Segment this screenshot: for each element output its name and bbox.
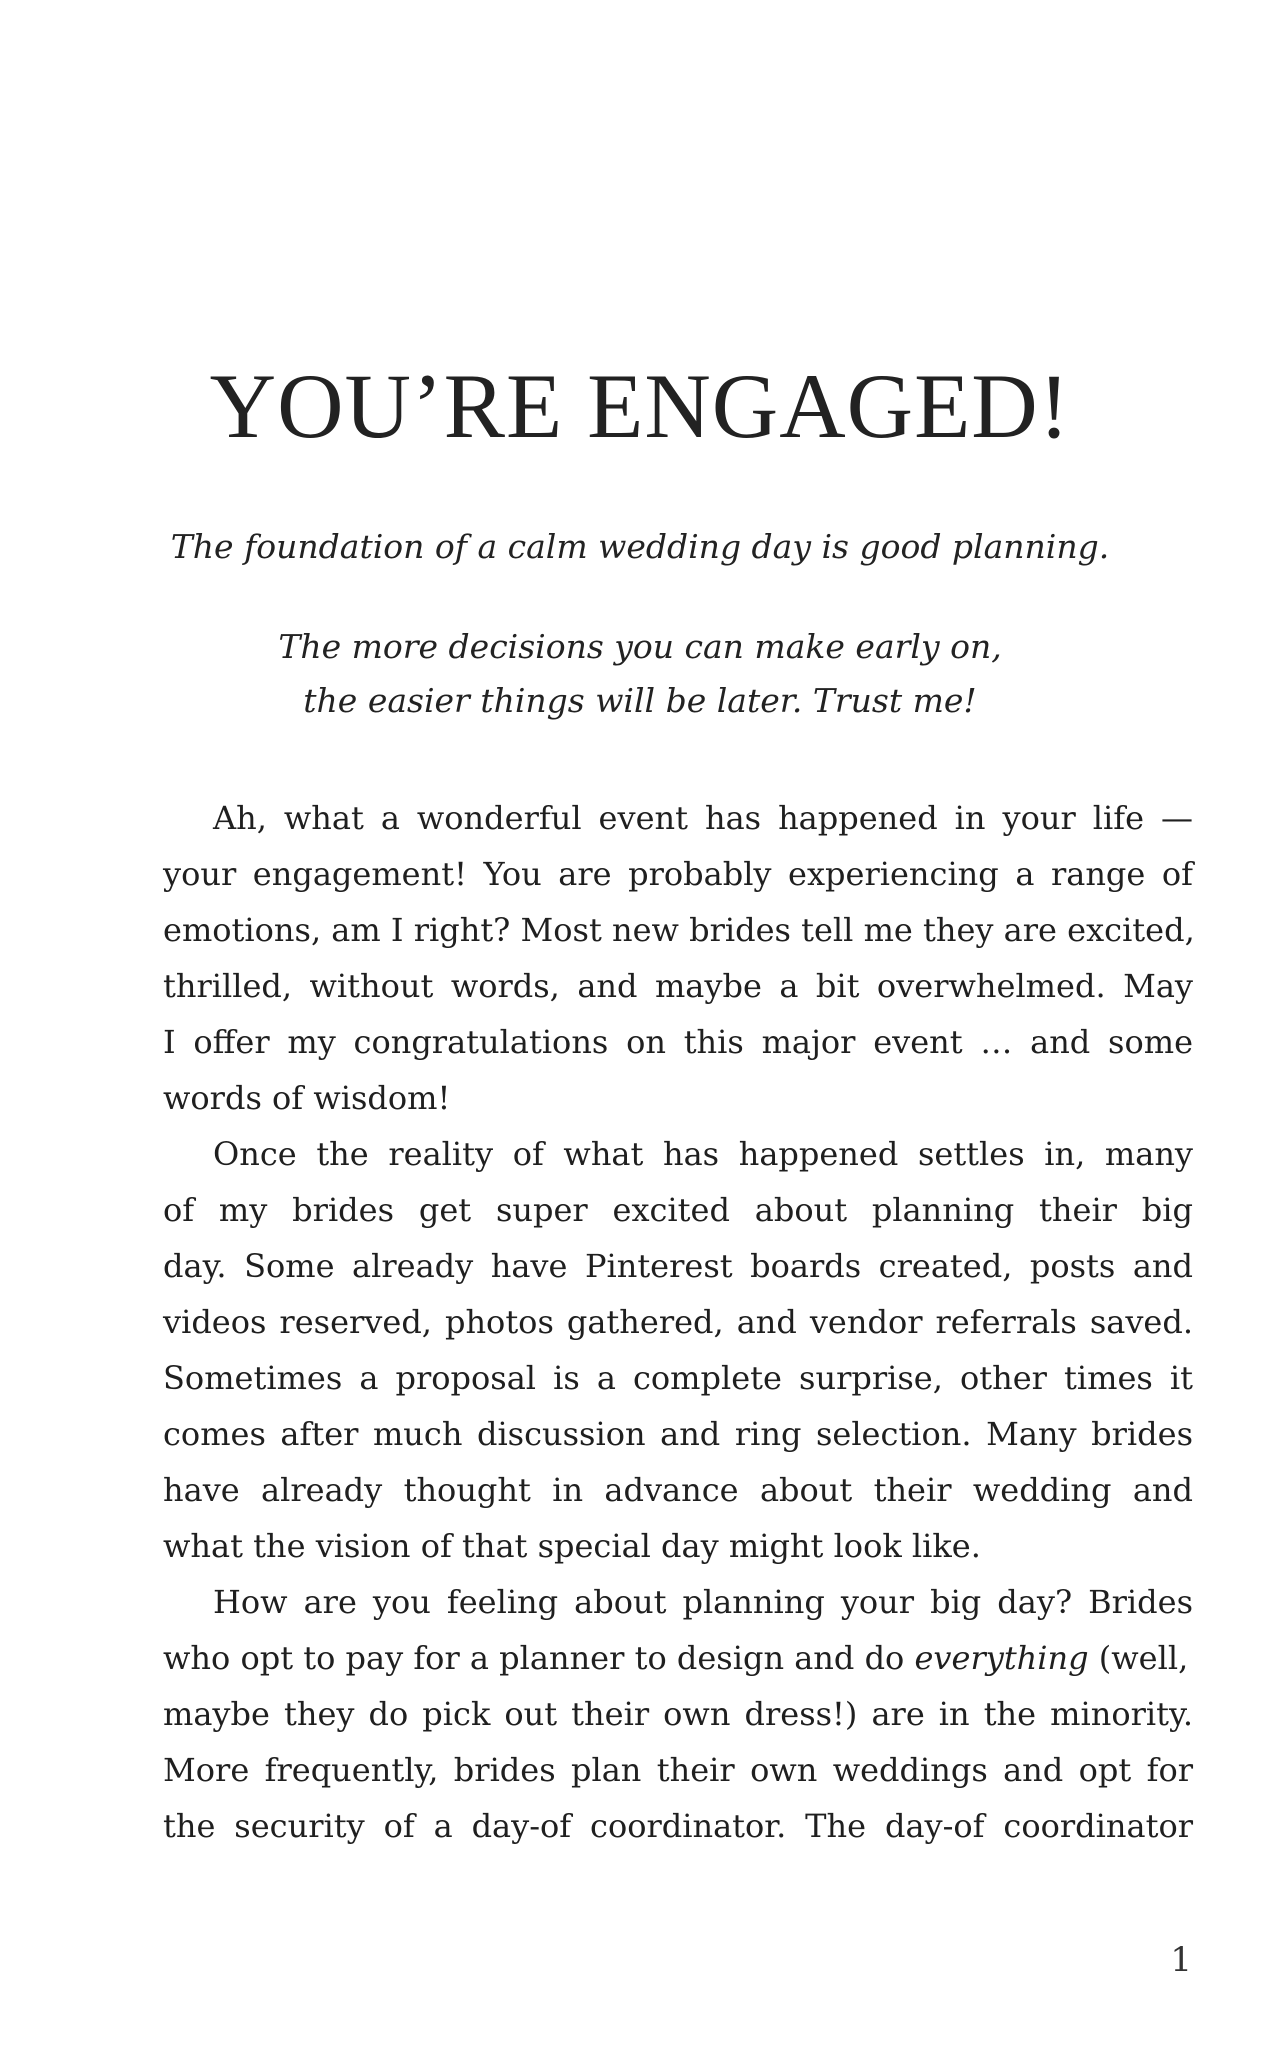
body-line-part: (well, bbox=[1088, 1639, 1189, 1677]
body-line: Once the reality of what has happened settles in, many bbox=[213, 1135, 1193, 1173]
epigraph-2-line-1: The more decisions you can make early on, bbox=[278, 627, 1002, 666]
body-line: your engagement! You are probably experiencing a range of bbox=[163, 855, 1193, 893]
body-line: How are you feeling about planning your big day? Brides bbox=[213, 1583, 1193, 1621]
body-line: Sometimes a proposal is a complete surprise, other times it bbox=[163, 1359, 1193, 1397]
body-line: Ah, what a wonderful event has happened in your life — bbox=[213, 799, 1193, 837]
body-line: words of wisdom! bbox=[163, 1079, 451, 1117]
body-line: what the vision of that special day might look like. bbox=[163, 1527, 981, 1565]
body-line: day. Some already have Pinterest boards created, posts and bbox=[163, 1247, 1193, 1285]
body-line: emotions, am I right? Most new brides tell me they are excited, bbox=[163, 911, 1195, 949]
body-line: the security of a day-of coordinator. The day-of coordinator bbox=[163, 1807, 1193, 1845]
body-line: of my brides get super excited about planning their big bbox=[163, 1191, 1193, 1229]
body-line-part: who opt to pay for a planner to design and do bbox=[163, 1639, 915, 1677]
chapter-title: YOU’RE ENGAGED! bbox=[209, 355, 1071, 457]
body-line: videos reserved, photos gathered, and vendor referrals saved. bbox=[163, 1303, 1193, 1341]
epigraph-2 bbox=[0, 620, 1280, 728]
emphasis-everything: everything bbox=[914, 1639, 1089, 1677]
epigraph-2-line-2: the easier things will be later. Trust me! bbox=[303, 681, 977, 720]
page-number: 1 bbox=[1170, 1940, 1192, 1980]
body-line: have already thought in advance about their wedding and bbox=[163, 1471, 1193, 1509]
body-line: comes after much discussion and ring selection. Many brides bbox=[163, 1415, 1193, 1453]
body-text bbox=[163, 790, 1193, 1854]
body-line: I offer my congratulations on this major event … and some bbox=[163, 1023, 1193, 1061]
body-line: thrilled, without words, and maybe a bit overwhelmed. May bbox=[163, 967, 1193, 1005]
body-line-with-italic bbox=[163, 1630, 1193, 1686]
body-line: More frequently, brides plan their own weddings and opt for bbox=[163, 1751, 1193, 1789]
body-line: maybe they do pick out their own dress!) are in the minority. bbox=[163, 1695, 1193, 1733]
epigraph-1: The foundation of a calm wedding day is good planning. bbox=[170, 527, 1110, 566]
